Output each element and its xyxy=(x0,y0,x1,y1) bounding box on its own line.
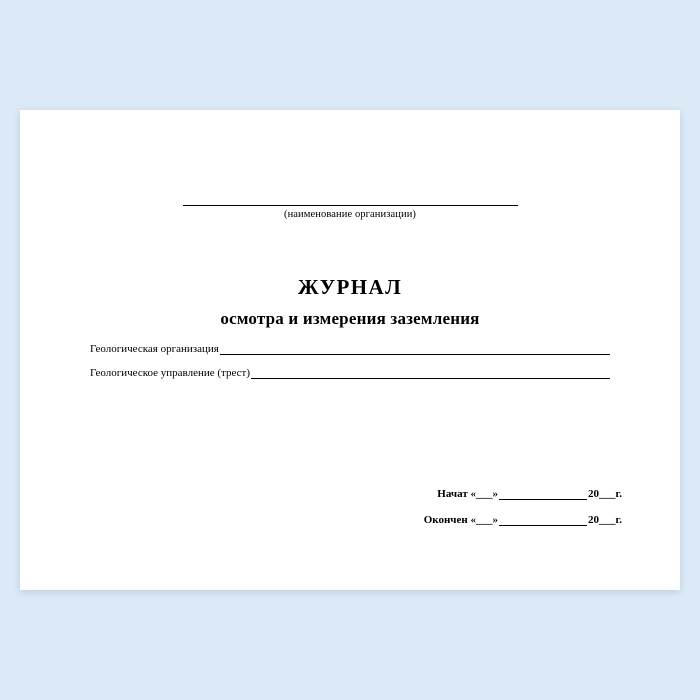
document-title-block xyxy=(20,275,680,329)
document-page xyxy=(20,110,680,590)
field-label-geological-organization: Геологическая организация xyxy=(90,343,219,355)
field-input-geological-organization[interactable] xyxy=(220,343,610,355)
field-row-geological-management xyxy=(90,367,610,379)
field-input-geological-management[interactable] xyxy=(251,367,610,379)
page-subtitle: осмотра и измерения заземления xyxy=(220,309,480,328)
footer-year-started: 20___г. xyxy=(587,488,622,500)
organization-name-rule xyxy=(183,204,518,206)
field-label-geological-management: Геологическое управление (трест) xyxy=(90,367,250,379)
page-title: ЖУРНАЛ xyxy=(297,275,403,299)
footer-label-finished: Окончен «___» xyxy=(423,514,498,526)
organization-name-caption: (наименование организации) xyxy=(283,209,417,220)
footer-input-finished[interactable] xyxy=(499,514,587,526)
footer-row-started xyxy=(424,488,622,500)
footer-row-finished xyxy=(424,514,622,526)
footer-label-started: Начат «___» xyxy=(437,488,498,500)
footer-year-finished: 20___г. xyxy=(587,514,622,526)
field-row-geological-organization xyxy=(90,343,610,355)
footer-input-started[interactable] xyxy=(499,488,587,500)
form-fields xyxy=(90,343,610,391)
organization-name-block xyxy=(20,188,680,220)
document-footer xyxy=(424,488,622,540)
